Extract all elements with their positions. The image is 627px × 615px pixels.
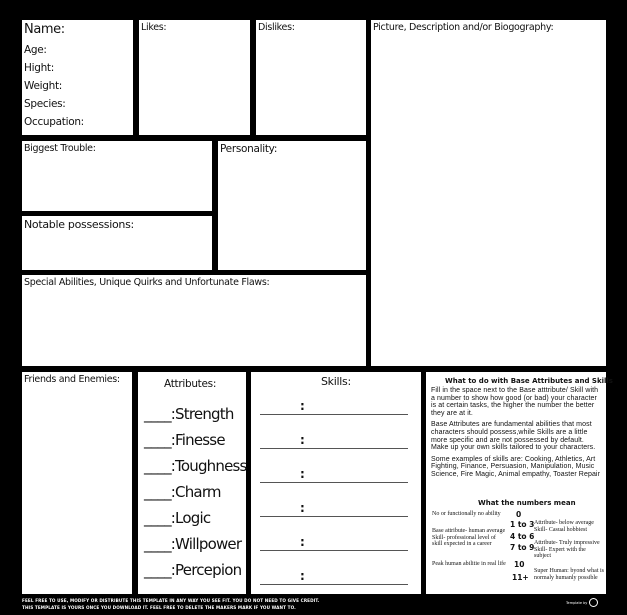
name-label: Name: bbox=[24, 22, 65, 37]
special-abilities-label: Special Abilities, Unique Quirks and Unfortunate Flaws: bbox=[24, 277, 270, 288]
attribute-willpower[interactable]: ____:Willpower bbox=[144, 535, 242, 553]
hight-label: Hight: bbox=[24, 62, 54, 74]
attribute-strength[interactable]: ____:Strength bbox=[144, 405, 234, 423]
species-label: Species: bbox=[24, 98, 66, 110]
skill-line[interactable] bbox=[260, 467, 408, 483]
skill-line[interactable] bbox=[260, 535, 408, 551]
skill-colon: : bbox=[300, 535, 305, 549]
skills-box bbox=[251, 372, 421, 594]
scale-desc-2: Base attribute- human average Skill- professional level of skill expected in a career bbox=[432, 528, 506, 547]
picture-box[interactable] bbox=[371, 20, 606, 366]
dislikes-box[interactable] bbox=[256, 20, 366, 135]
skills-title: Skills: bbox=[321, 375, 351, 388]
attributes-box bbox=[138, 372, 246, 594]
scale-desc-5: Super Human: byond what is normaly humanly possible bbox=[534, 568, 604, 581]
scale-desc-4: Peak human abilitie in real life bbox=[432, 561, 506, 567]
skill-line[interactable] bbox=[260, 501, 408, 517]
scale-desc-1: Attribute- below average Skill- Casual hobbiest bbox=[534, 520, 594, 533]
scale-value-0: 0 bbox=[516, 510, 522, 519]
numbers-title: What the numbers mean bbox=[478, 499, 576, 507]
skill-colon: : bbox=[300, 501, 305, 515]
occupation-label: Occupation: bbox=[24, 116, 84, 128]
info-title: What to do with Base Attributes and Skills bbox=[445, 377, 613, 385]
skill-line[interactable] bbox=[260, 433, 408, 449]
scale-desc-0: No or functionally no ability bbox=[432, 511, 501, 517]
picture-label: Picture, Description and/or Biogography: bbox=[373, 22, 554, 33]
attribute-finesse[interactable]: ____:Finesse bbox=[144, 431, 225, 449]
special-abilities-box[interactable] bbox=[22, 275, 366, 366]
attribute-charm[interactable]: ____:Charm bbox=[144, 483, 221, 501]
friends-enemies-box[interactable] bbox=[22, 372, 132, 594]
skill-colon: : bbox=[300, 569, 305, 583]
footer-line-2: THIS TEMPLATE IS YOURS ONCE YOU DOWNLOAD IT. FEEL FREE TO DELETE THE MAKERS MARK IF YOU WANT TO. bbox=[22, 605, 296, 610]
scale-value-2: 4 to 6 bbox=[510, 532, 535, 541]
scale-value-3: 7 to 9 bbox=[510, 543, 535, 552]
age-label: Age: bbox=[24, 44, 47, 56]
scale-desc-3: Attribute- Truly impressive Skill- Expert with the subject bbox=[534, 540, 600, 559]
biggest-trouble-box[interactable] bbox=[22, 141, 212, 211]
notable-possessions-label: Notable possessions: bbox=[24, 218, 134, 231]
personality-label: Personality: bbox=[220, 143, 278, 155]
skill-colon: : bbox=[300, 467, 305, 481]
name-box[interactable] bbox=[22, 20, 133, 135]
info-paragraph: Some examples of skills are: Cooking, Athletics, Art Fighting, Finance, Persuasion, Manipulation, Music Science, Fire Magic, Animal empathy, Toaster Repair bbox=[431, 455, 601, 478]
info-box bbox=[426, 372, 613, 594]
scale-value-1: 1 to 3 bbox=[510, 520, 535, 529]
scale-value-5: 11+ bbox=[512, 573, 529, 582]
info-paragraph: Fill in the space next to the Base atttribute/ Skill with a number to show how good (or bad) your character is at certain tasks, the higher the number the better they are at it. bbox=[431, 387, 599, 417]
attribute-toughness[interactable]: ____:Toughness bbox=[144, 457, 247, 475]
attributes-title: Attributes: bbox=[164, 378, 217, 390]
skill-colon: : bbox=[300, 399, 305, 413]
footer-line-1: FEEL FREE TO USE, MODIFY OR DISTRIBUTE THIS TEMPLATE IN ANY WAY YOU SEE FIT. YOU DO NOT NEED TO GIVE CREDIT. bbox=[22, 598, 320, 603]
likes-label: Likes: bbox=[141, 22, 167, 33]
weight-label: Weight: bbox=[24, 80, 63, 92]
info-paragraph: Base Attributes are fundamental abilities that most characters should possess,while Skills are a little more specific and are not possessed by default. Make up your own skills tailored to your characters. bbox=[431, 421, 596, 452]
skill-line[interactable] bbox=[260, 569, 408, 585]
friends-enemies-label: Friends and Enemies: bbox=[24, 374, 120, 385]
makers-mark-logo: Template by bbox=[566, 598, 598, 607]
personality-box[interactable] bbox=[218, 141, 366, 270]
attribute-percepion[interactable]: ____:Percepion bbox=[144, 561, 242, 579]
attribute-logic[interactable]: ____:Logic bbox=[144, 509, 211, 527]
likes-box[interactable] bbox=[139, 20, 250, 135]
skill-line[interactable] bbox=[260, 399, 408, 415]
skill-colon: : bbox=[300, 433, 305, 447]
notable-possessions-box[interactable] bbox=[22, 216, 212, 270]
scale-value-4: 10 bbox=[514, 560, 525, 569]
biggest-trouble-label: Biggest Trouble: bbox=[24, 143, 96, 154]
dislikes-label: Dislikes: bbox=[258, 22, 295, 33]
